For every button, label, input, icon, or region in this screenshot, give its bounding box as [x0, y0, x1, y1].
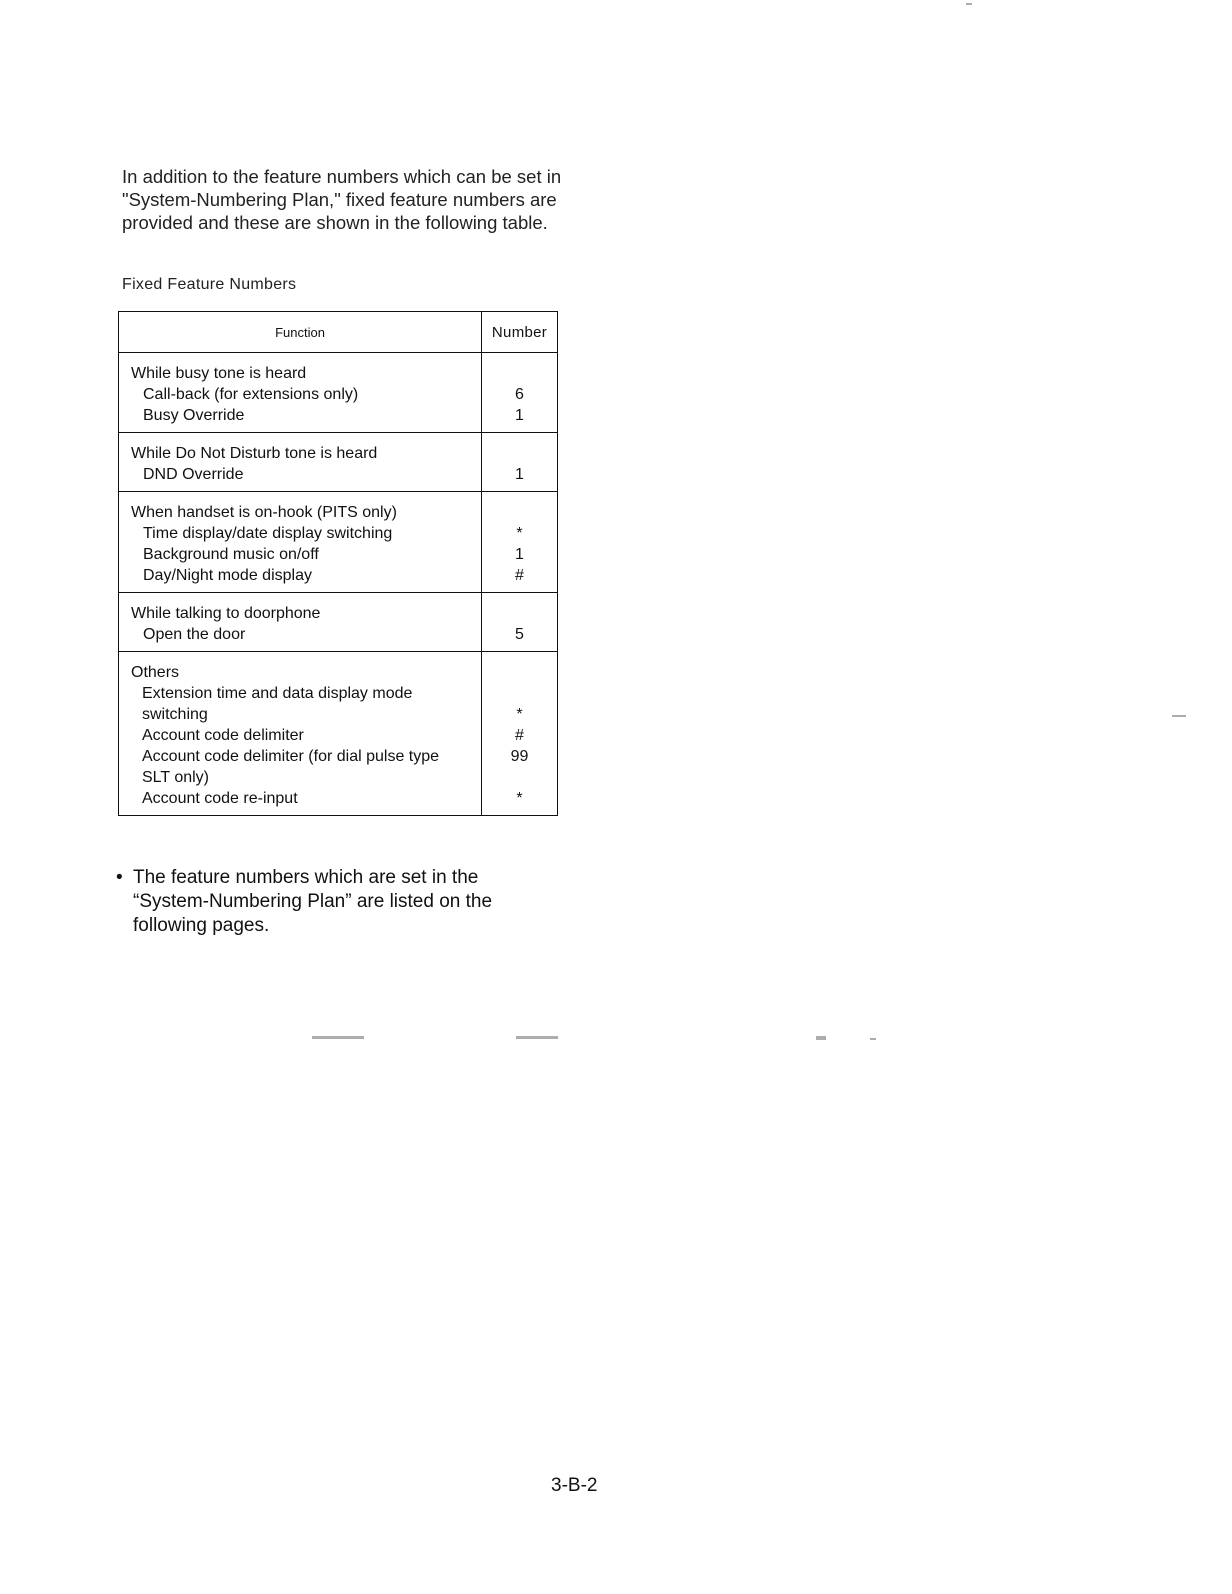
- function-item: Day/Night mode display: [143, 567, 312, 584]
- column-header-number: Number: [482, 312, 558, 353]
- number-cell: [482, 652, 558, 816]
- function-item-continued: switching: [142, 706, 208, 723]
- scan-speck: [312, 1036, 364, 1039]
- scan-speck: [870, 1038, 876, 1040]
- function-cell: [119, 433, 482, 492]
- table-row: [119, 492, 558, 593]
- function-item: Busy Override: [143, 407, 245, 424]
- group-heading: While talking to doorphone: [131, 605, 321, 622]
- bullet-line: The feature numbers which are set in the: [133, 867, 479, 888]
- feature-number: 1: [515, 466, 524, 483]
- scan-speck: [816, 1036, 826, 1040]
- group-heading: When handset is on-hook (PITS only): [131, 504, 397, 521]
- number-cell: [482, 492, 558, 593]
- scan-speck: [1172, 715, 1186, 717]
- table-row: [119, 652, 558, 816]
- feature-number: 99: [510, 748, 529, 765]
- function-item: Background music on/off: [143, 546, 319, 563]
- scan-speck: [516, 1036, 558, 1039]
- function-cell: [119, 652, 482, 816]
- feature-number: 5: [515, 626, 524, 643]
- feature-number: 1: [515, 407, 524, 424]
- intro-paragraph: In addition to the feature numbers which can be set in "System-Numbering Plan," fixed feature numbers are provided and these are shown in the following table.: [122, 166, 562, 233]
- group-heading: Others: [131, 664, 180, 681]
- number-cell: [482, 433, 558, 492]
- feature-number: #: [515, 727, 524, 744]
- feature-number: *: [516, 525, 523, 542]
- fixed-feature-numbers-table: [118, 311, 558, 816]
- function-item: Call-back (for extensions only): [143, 386, 359, 403]
- feature-number: *: [516, 706, 523, 723]
- function-item: Account code delimiter (for dial pulse type: [142, 748, 440, 765]
- function-item: Account code delimiter: [142, 727, 304, 744]
- function-item-continued: SLT only): [142, 769, 209, 786]
- number-cell: [482, 353, 558, 433]
- table-row: [119, 593, 558, 652]
- function-cell: [119, 492, 482, 593]
- feature-number: *: [516, 790, 523, 807]
- function-cell: [119, 353, 482, 433]
- function-cell: [119, 593, 482, 652]
- number-cell: [482, 593, 558, 652]
- table-row: [119, 353, 558, 433]
- feature-number: 1: [515, 546, 524, 563]
- feature-number: #: [515, 567, 524, 584]
- group-heading: While busy tone is heard: [131, 365, 307, 382]
- bullet-line: following pages.: [133, 915, 270, 936]
- feature-number: 6: [515, 386, 524, 403]
- function-item: Account code re-input: [142, 790, 298, 807]
- column-header-function: Function: [119, 312, 482, 353]
- function-item: Extension time and data display mode: [142, 685, 413, 702]
- bullet-line: “System-Numbering Plan” are listed on the: [133, 891, 493, 912]
- function-item: Time display/date display switching: [143, 525, 393, 542]
- table-header-row: [119, 312, 558, 353]
- function-item: DND Override: [143, 466, 244, 483]
- table-row: [119, 433, 558, 492]
- table-caption: Fixed Feature Numbers: [122, 276, 297, 293]
- bullet-symbol: •: [116, 867, 123, 888]
- group-heading: While Do Not Disturb tone is heard: [131, 445, 378, 462]
- scan-speck: [966, 3, 972, 5]
- function-item: Open the door: [143, 626, 246, 643]
- bullet-note: [116, 866, 556, 938]
- page-number: 3-B-2: [551, 1475, 598, 1496]
